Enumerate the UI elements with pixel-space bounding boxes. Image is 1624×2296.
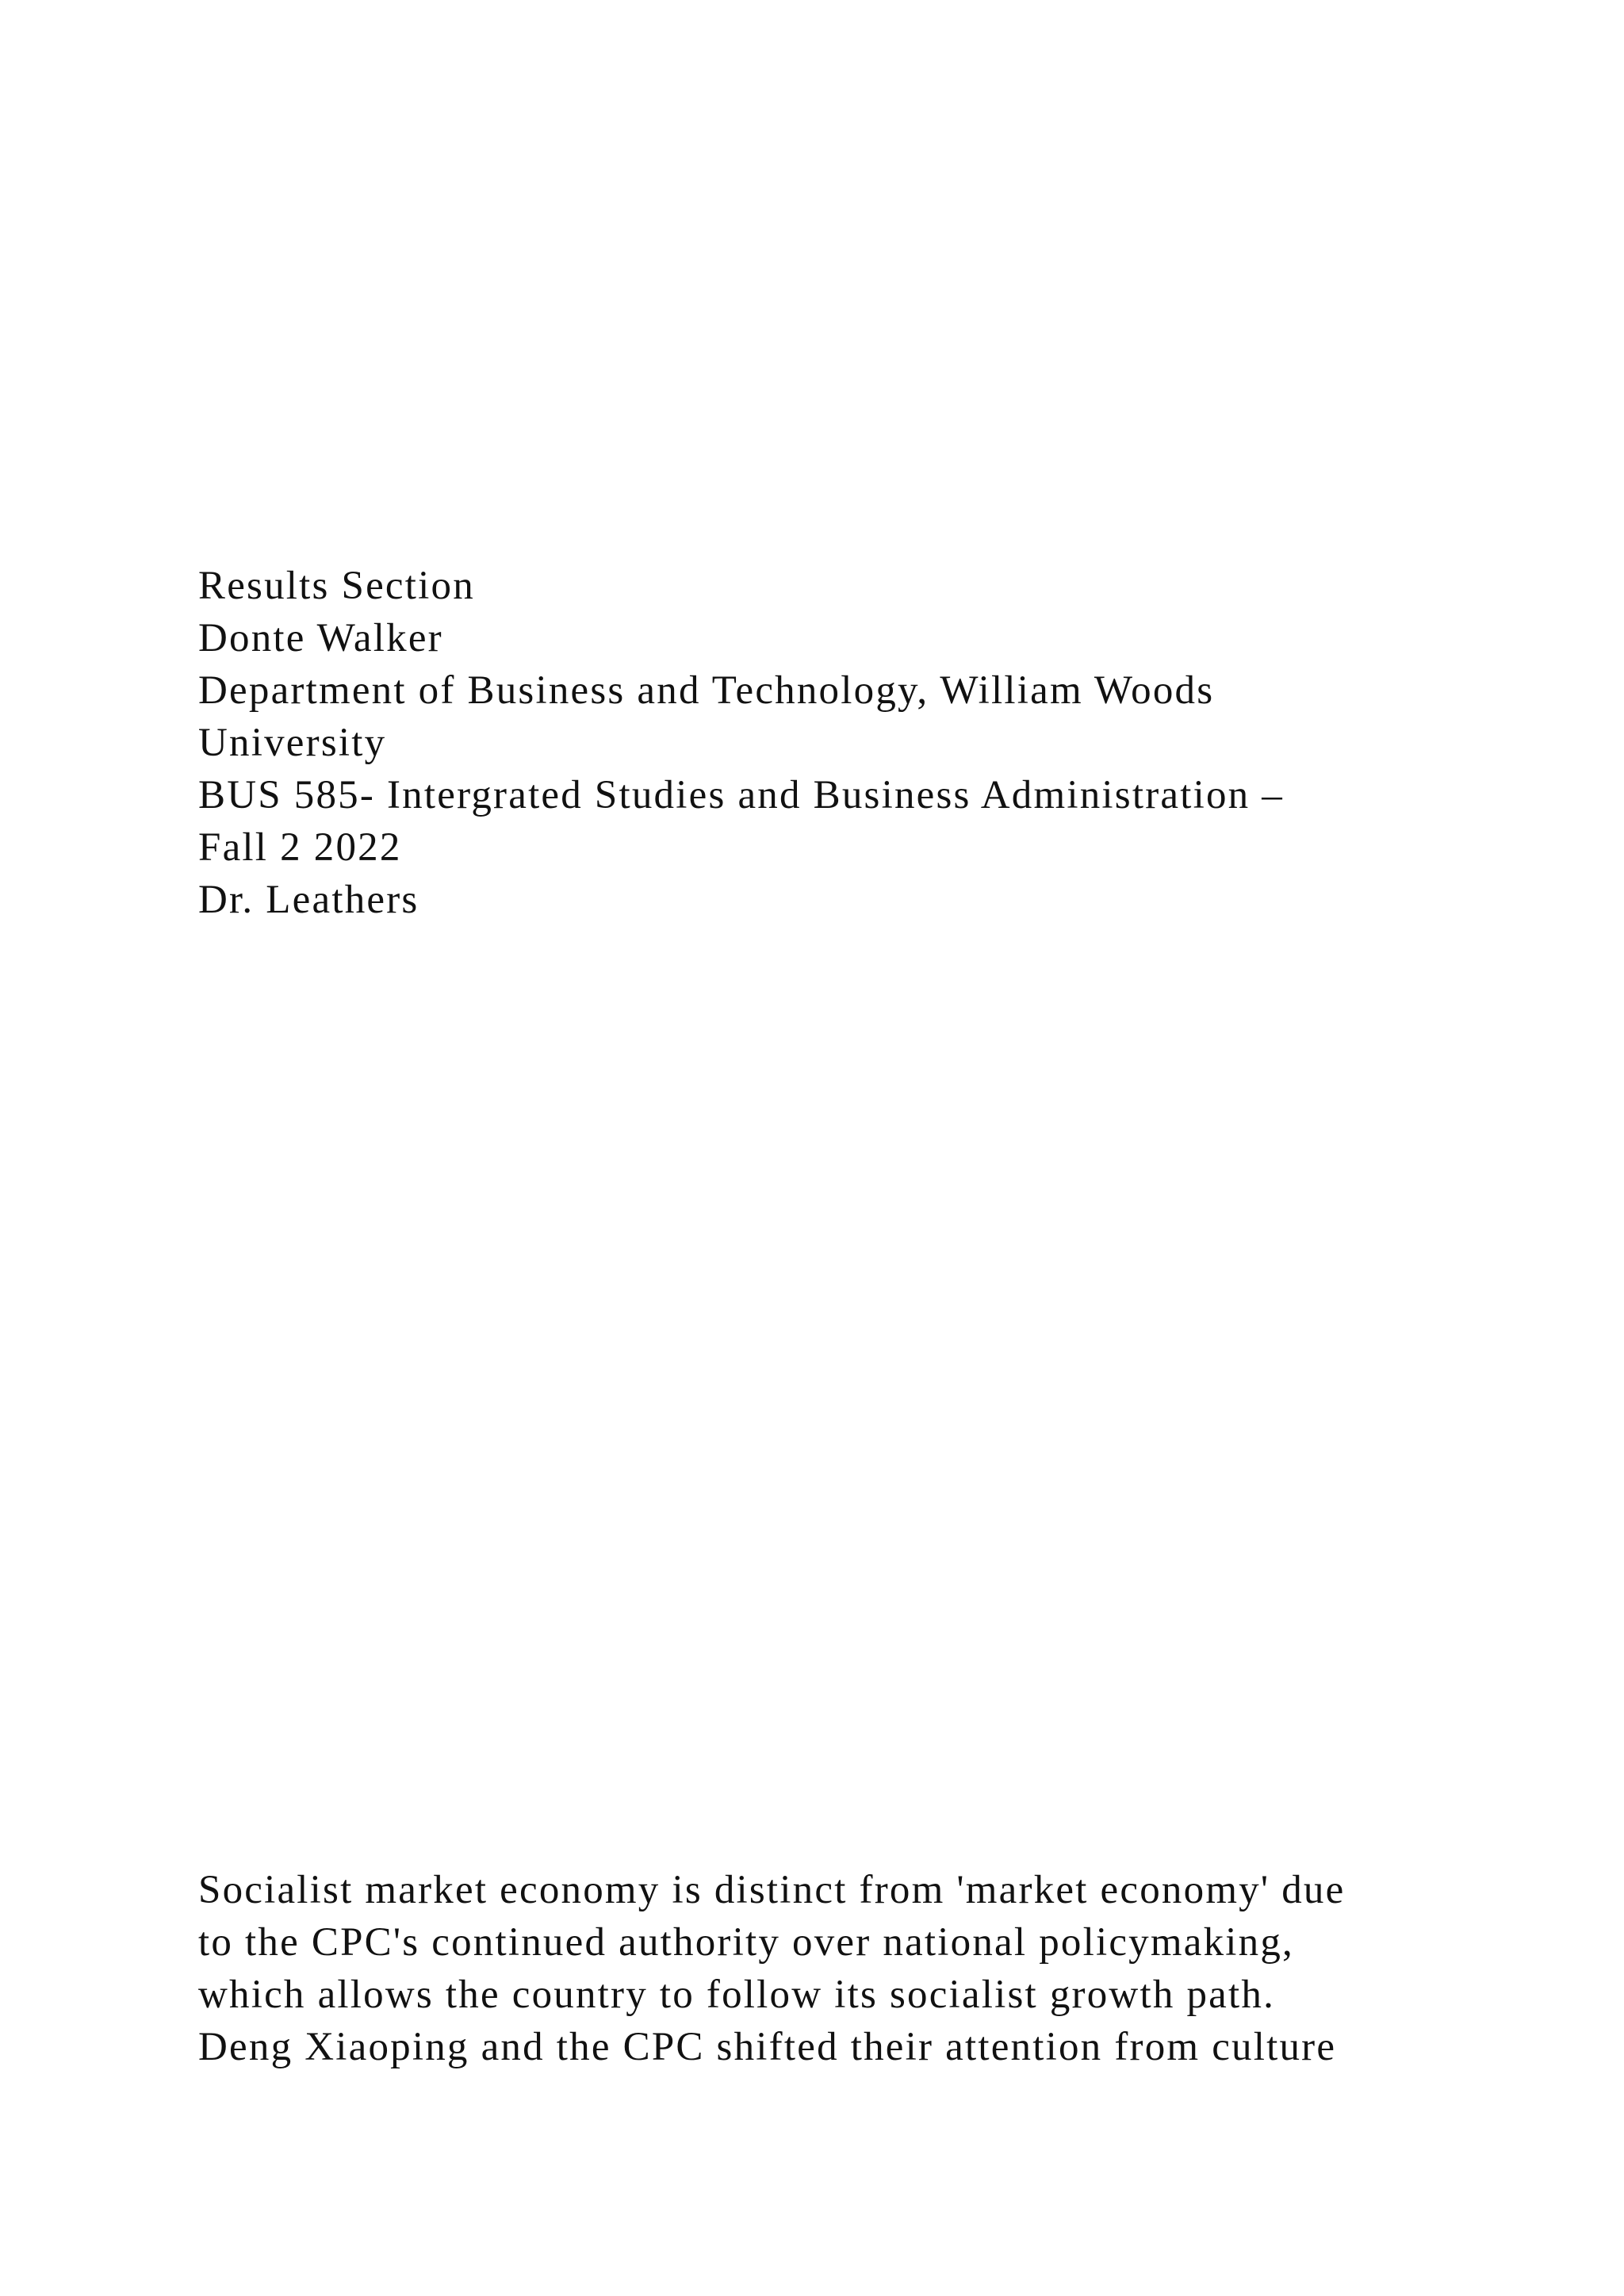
instructor-name: Dr. Leathers [198,878,419,922]
affiliation-line-1: Department of Business and Technology, William Woods [198,668,1215,713]
paragraph-line: Deng Xiaoping and the CPC shifted their attention from culture [198,2025,1337,2069]
document-title: Results Section [198,564,475,608]
title-block [198,560,1284,926]
paragraph-line: which allows the country to follow its socialist growth path. [198,1973,1276,2017]
paragraph-line: Socialist market economy is distinct from 'market economy' due [198,1868,1346,1912]
paragraph-line: to the CPC's continued authority over national policymaking, [198,1920,1294,1965]
course-line-1: BUS 585- Intergrated Studies and Business Administration – [198,773,1285,817]
body-paragraph [198,1864,1345,2073]
author-name: Donte Walker [198,616,443,660]
affiliation-line-2: University [198,721,387,765]
course-line-2: Fall 2 2022 [198,825,402,870]
